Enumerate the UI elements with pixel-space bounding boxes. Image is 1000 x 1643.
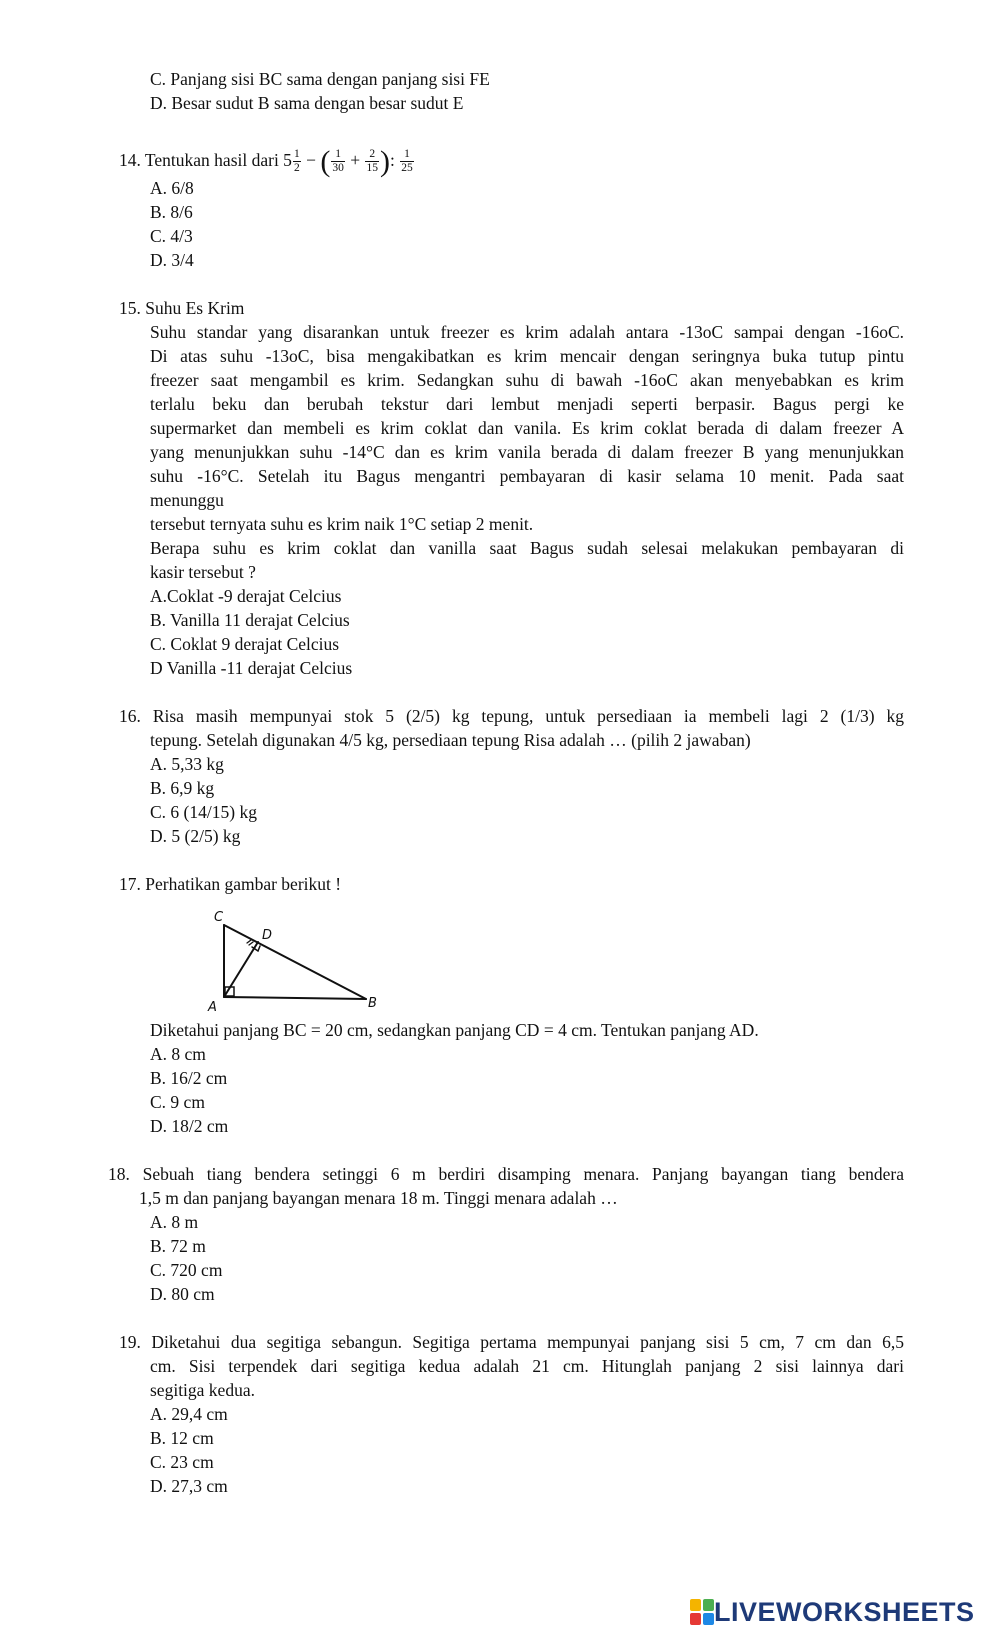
q14-option-c[interactable]: C. 4/3 (150, 226, 193, 246)
altitude-ad (224, 942, 258, 997)
q15-option-c[interactable]: C. Coklat 9 derajat Celcius (150, 634, 340, 654)
angle-tick-1 (247, 940, 251, 943)
angle-tick-2 (249, 942, 253, 945)
q19-option-a[interactable]: A. 29,4 cm (150, 1404, 228, 1424)
q15-line-8: menunggu (150, 490, 224, 510)
q19-line-2: cm. Sisi terpendek dari segitiga kedua adalah 21 cm. Hitunglah panjang 2 sisi lainnya dari (150, 1356, 904, 1376)
q15-line-1: Suhu standar yang disarankan untuk freezer es krim adalah antara -13oC sampai dengan -16oC. (150, 322, 904, 342)
q15-option-d[interactable]: D Vanilla -11 derajat Celcius (150, 658, 353, 678)
label-b: B (368, 996, 377, 1011)
q13-option-c[interactable]: C. Panjang sisi BC sama dengan panjang sisi FE (150, 69, 490, 89)
q14-mixed-fraction: $\frac{1}{2}$ (293, 148, 300, 175)
q18-option-c[interactable]: C. 720 cm (150, 1260, 223, 1280)
q15-line-3: freezer saat mengambil es krim. Sedangkan suhu di bawah -16oC akan menyebabkan es krim (150, 370, 904, 390)
q14-option-d[interactable]: D. 3/4 (150, 250, 194, 270)
q14-fraction-2: $\frac{2}{15}$ (366, 148, 378, 175)
q15-line-2: Di atas suhu -13oC, bisa mengakibatkan es krim mencair dengan seringnya buka tutup pintu (150, 346, 904, 366)
q14-option-b[interactable]: B. 8/6 (150, 202, 193, 222)
q15-question-1: Berapa suhu es krim coklat dan vanilla saat Bagus sudah selesai melakukan pembayaran di (150, 538, 904, 558)
q15-line-9: tersebut ternyata suhu es krim naik 1°C setiap 2 menit. (150, 514, 534, 534)
q18-option-d[interactable]: D. 80 cm (150, 1284, 215, 1304)
q17-option-d[interactable]: D. 18/2 cm (150, 1116, 229, 1136)
q16-option-b[interactable]: B. 6,9 kg (150, 778, 215, 798)
q16-option-d[interactable]: D. 5 (2/5) kg (150, 826, 241, 846)
liveworksheets-logo[interactable] (690, 1597, 975, 1627)
q13-option-d[interactable]: D. Besar sudut B sama dengan besar sudut E (150, 93, 464, 113)
q14-rparen: ) (379, 144, 390, 178)
label-c: C (214, 910, 224, 925)
q15-option-a[interactable]: A.Coklat -9 derajat Celcius (150, 586, 342, 606)
q17-option-b[interactable]: B. 16/2 cm (150, 1068, 228, 1088)
q19-line-1: 19. Diketahui dua segitiga sebangun. Segitiga pertama mempunyai panjang sisi 5 cm, 7 cm dan 6,5 (119, 1332, 904, 1352)
q17-option-c[interactable]: C. 9 cm (150, 1092, 205, 1112)
q18-line-1: 18. Sebuah tiang bendera setinggi 6 m berdiri disamping menara. Panjang bayangan tiang bendera (108, 1164, 904, 1184)
q15-option-b[interactable]: B. Vanilla 11 derajat Celcius (150, 610, 350, 630)
q19-line-3: segitiga kedua. (150, 1380, 255, 1400)
q15-line-6: yang menunjukkan suhu -14°C dan es krim vanila berada di dalam freezer B yang menunjukkan (150, 442, 904, 462)
q14-colon: : (389, 150, 395, 170)
q14-question (119, 144, 415, 178)
q15-line-5: supermarket dan membeli es krim coklat dan vanila. Es krim coklat berada di dalam freezer A (150, 418, 904, 438)
label-a: A (208, 1000, 217, 1015)
q14-prefix: 14. Tentukan hasil dari 5 (119, 150, 292, 170)
logo-text: LIVEWORKSHEETS (714, 1597, 975, 1627)
q16-line-1: 16. Risa masih mempunyai stok 5 (2/5) kg tepung, untuk persediaan ia membeli lagi 2 (1/3) kg (119, 706, 904, 726)
q14-fraction-3: $\frac{1}{25}$ (401, 148, 413, 175)
q15-line-4: terlalu beku dan berubah tekstur dari lembut menjadi seperti berpasir. Bagus pergi ke (150, 394, 904, 414)
logo-grid-icon (690, 1599, 714, 1625)
q16-option-a[interactable]: A. 5,33 kg (150, 754, 224, 774)
q15-line-7: suhu -16°C. Setelah itu Bagus mengantri pembayaran di kasir selama 10 menit. Pada saat (150, 466, 904, 486)
q18-option-a[interactable]: A. 8 m (150, 1212, 199, 1232)
q15-question-2: kasir tersebut ? (150, 562, 256, 582)
q18-option-b[interactable]: B. 72 m (150, 1236, 206, 1256)
q14-fraction-1: $\frac{1}{30}$ (332, 148, 344, 175)
q17-text: Diketahui panjang BC = 20 cm, sedangkan panjang CD = 4 cm. Tentukan panjang AD. (150, 1020, 759, 1040)
q15-title: 15. Suhu Es Krim (119, 298, 245, 318)
label-d: D (262, 928, 273, 943)
triangle-figure (200, 905, 400, 1015)
q14-minus: − (306, 150, 316, 170)
q17-option-a[interactable]: A. 8 cm (150, 1044, 206, 1064)
q14-plus: + (350, 150, 361, 170)
q14-option-a[interactable]: A. 6/8 (150, 178, 194, 198)
q19-option-b[interactable]: B. 12 cm (150, 1428, 214, 1448)
q19-option-c[interactable]: C. 23 cm (150, 1452, 214, 1472)
q18-line-2: 1,5 m dan panjang bayangan menara 18 m. Tinggi menara adalah … (139, 1188, 618, 1208)
side-ab (224, 997, 366, 999)
q16-line-2: tepung. Setelah digunakan 4/5 kg, persediaan tepung Risa adalah … (pilih 2 jawaban) (150, 730, 751, 750)
q17-title: 17. Perhatikan gambar berikut ! (119, 874, 342, 894)
q19-option-d[interactable]: D. 27,3 cm (150, 1476, 228, 1496)
q16-option-c[interactable]: C. 6 (14/15) kg (150, 802, 257, 822)
q14-lparen: ( (320, 144, 331, 178)
